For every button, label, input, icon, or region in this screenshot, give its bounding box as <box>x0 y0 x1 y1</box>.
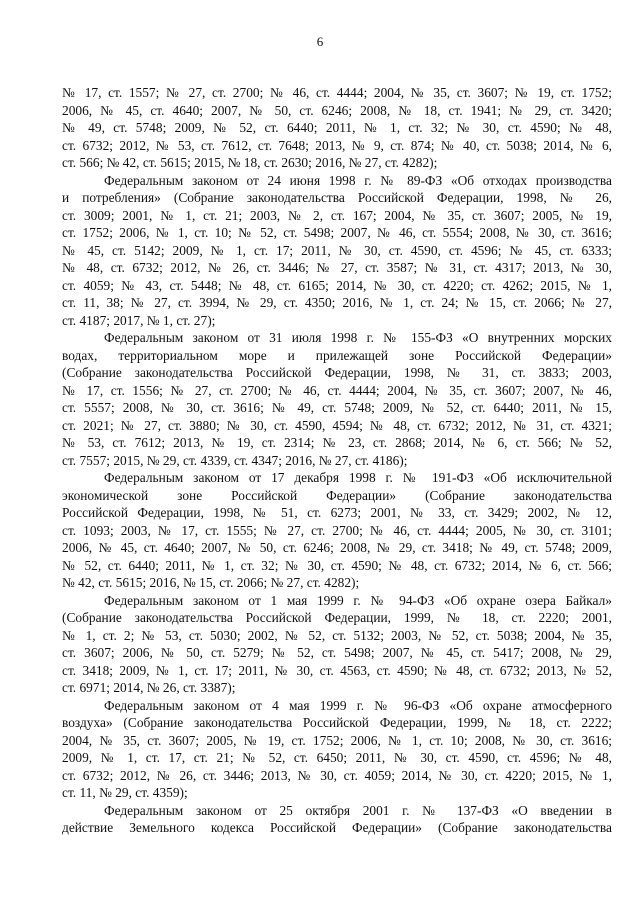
paragraph-line: ст. 3418; 2009, № 1, ст. 17; 2011, № 30, ст. 4563, ст. 4590; № 48, ст. 6732; 2013, № 52, <box>62 662 612 678</box>
legal-reference-paragraph <box>62 329 612 469</box>
paragraph-line: и потребления» (Собрание законодательства Российской Федерации, 1998, № 26, <box>62 190 612 205</box>
paragraph-line: ст. 566; № 42, ст. 5615; 2015, № 18, ст. 2630; 2016, № 27, ст. 4282); <box>62 155 438 170</box>
paragraph-line: № 45, ст. 5142; 2009, № 1, ст. 17; 2011, № 30, ст. 4590, ст. 4596; № 45, ст. 6333; <box>62 242 612 258</box>
paragraph-line: Федеральным законом от 1 мая 1999 г. № 94-ФЗ «Об охране озера Байкал» <box>104 592 612 608</box>
paragraph-line: ст. 11, № 29, ст. 4359); <box>62 785 188 800</box>
paragraph-line: Федеральным законом от 25 октября 2001 г. № 137-ФЗ «О введении в <box>104 802 612 818</box>
paragraph-line: водах, территориальном море и прилежащей зоне Российской Федерации» <box>62 347 612 363</box>
paragraph-line: ст. 3607; 2006, № 50, ст. 5279; № 52, ст. 5498; 2007, № 45, ст. 5417; 2008, № 29, <box>62 645 612 660</box>
paragraph-line: ст. 2021; № 27, ст. 3880; № 30, ст. 4590, 4594; № 48, ст. 6732; 2012, № 31, ст. 4321; <box>62 417 612 433</box>
legal-reference-paragraph <box>62 469 612 592</box>
paragraph-line: ст. 3009; 2001, № 1, ст. 21; 2003, № 2, ст. 167; 2004, № 35, ст. 3607; 2005, № 19, <box>62 207 612 223</box>
paragraph-line: № 49, ст. 5748; 2009, № 52, ст. 6440; 2011, № 1, ст. 32; № 30, ст. 4590; № 48, <box>62 120 612 135</box>
paragraph-line: ст. 1093; 2003, № 17, ст. 1555; № 27, ст. 2700; № 46, ст. 4444; 2005, № 30, ст. 3101; <box>62 522 612 538</box>
paragraph-line: № 17, ст. 1557; № 27, ст. 2700; № 46, ст. 4444; 2004, № 35, ст. 3607; № 19, ст. 1752; <box>62 85 612 100</box>
legal-reference-paragraph <box>62 172 612 330</box>
paragraph-line: № 17, ст. 1556; № 27, ст. 2700; № 46, ст. 4444; 2004, № 35, ст. 3607; 2007, № 46, <box>62 382 612 398</box>
paragraph-line: № 48, ст. 6732; 2012, № 26, ст. 3446; № 27, ст. 3587; № 31, ст. 4317; 2013, № 30, <box>62 260 612 275</box>
paragraph-line: Российской Федерации, 1998, № 51, ст. 6273; 2001, № 33, ст. 3429; 2002, № 12, <box>62 505 612 520</box>
paragraph-line: 2009, № 1, ст. 17, ст. 21; № 52, ст. 6450; 2011, № 30, ст. 4590, ст. 4596; № 48, <box>62 750 612 765</box>
page-number: 6 <box>316 34 324 49</box>
paragraph-line: ст. 4187; 2017, № 1, ст. 27); <box>62 312 216 328</box>
paragraph-line: (Собрание законодательства Российской Федерации, 1999, № 18, ст. 2220; 2001, <box>62 610 612 625</box>
paragraph-line: № 52, ст. 6440; 2011, № 1, ст. 32; № 30, ст. 4590; № 48, ст. 6732; 2014, № 6, ст. 566; <box>62 557 612 573</box>
document-body <box>62 84 612 837</box>
paragraph-line: ст. 6732; 2012, № 26, ст. 3446; 2013, № 30, ст. 4059; 2014, № 30, ст. 4220; 2015, № 1, <box>62 767 612 783</box>
paragraph-line: № 42, ст. 5615; 2016, № 15, ст. 2066; № 27, ст. 4282); <box>62 575 360 590</box>
paragraph-line: Федеральным законом от 17 декабря 1998 г. № 191-ФЗ «Об исключительной <box>104 470 612 485</box>
paragraph-line: Федеральным законом от 4 мая 1999 г. № 96-ФЗ «Об охране атмосферного <box>104 697 612 713</box>
paragraph-line: ст. 6971; 2014, № 26, ст. 3387); <box>62 680 236 695</box>
paragraph-line: (Собрание законодательства Российской Федерации, 1998, № 31, ст. 3833; 2003, <box>62 365 612 380</box>
legal-reference-paragraph <box>62 84 612 172</box>
paragraph-line: 2004, № 35, ст. 3607; 2005, № 19, ст. 1752; 2006, № 1, ст. 10; 2008, № 30, ст. 3616; <box>62 732 612 748</box>
paragraph-line: ст. 1752; 2006, № 1, ст. 10; № 52, ст. 5498; 2007, № 46, ст. 5554; 2008, № 30, ст. 3616; <box>62 225 612 240</box>
paragraph-line: ст. 11, 38; № 27, ст. 3994, № 29, ст. 4350; 2016, № 1, ст. 24; № 15, ст. 2066; № 27, <box>62 295 612 310</box>
paragraph-line: № 53, ст. 7612; 2013, № 19, ст. 2314; № 23, ст. 2868; 2014, № 6, ст. 566; № 52, <box>62 435 612 450</box>
paragraph-line: 2006, № 45, ст. 4640; 2007, № 50, ст. 6246; 2008, № 18, ст. 1941; № 29, ст. 3420; <box>62 102 612 118</box>
legal-reference-paragraph <box>62 802 612 837</box>
paragraph-line: ст. 4059; № 43, ст. 5448; № 48, ст. 6165; 2014, № 30, ст. 4220; ст. 4262; 2015, № 1, <box>62 277 612 293</box>
legal-reference-paragraph <box>62 592 612 697</box>
paragraph-line: воздуха» (Собрание законодательства Российской Федерации, 1999, № 18, ст. 2222; <box>62 715 612 730</box>
paragraph-line: ст. 7557; 2015, № 29, ст. 4339, ст. 4347; 2016, № 27, ст. 4186); <box>62 452 408 468</box>
paragraph-line: экономической зоне Российской Федерации» (Собрание законодательства <box>62 487 612 503</box>
paragraph-line: Федеральным законом от 31 июля 1998 г. № 155-ФЗ «О внутренних морских <box>104 330 612 345</box>
legal-reference-paragraph <box>62 697 612 802</box>
paragraph-line: действие Земельного кодекса Российской Федерации» (Собрание законодательства <box>62 820 612 835</box>
paragraph-line: ст. 6732; 2012, № 53, ст. 7612, ст. 7648; 2013, № 9, ст. 874; № 40, ст. 5038; 2014, № 6, <box>62 137 612 153</box>
paragraph-line: 2006, № 45, ст. 4640; 2007, № 50, ст. 6246; 2008, № 29, ст. 3418; № 49, ст. 5748; 2009, <box>62 540 612 555</box>
paragraph-line: Федеральным законом от 24 июня 1998 г. № 89-ФЗ «Об отходах производства <box>104 172 612 188</box>
paragraph-line: № 1, ст. 2; № 53, ст. 5030; 2002, № 52, ст. 5132; 2003, № 52, ст. 5038; 2004, № 35, <box>62 627 612 643</box>
paragraph-line: ст. 5557; 2008, № 30, ст. 3616; № 49, ст. 5748; 2009, № 52, ст. 6440; 2011, № 15, <box>62 400 612 415</box>
